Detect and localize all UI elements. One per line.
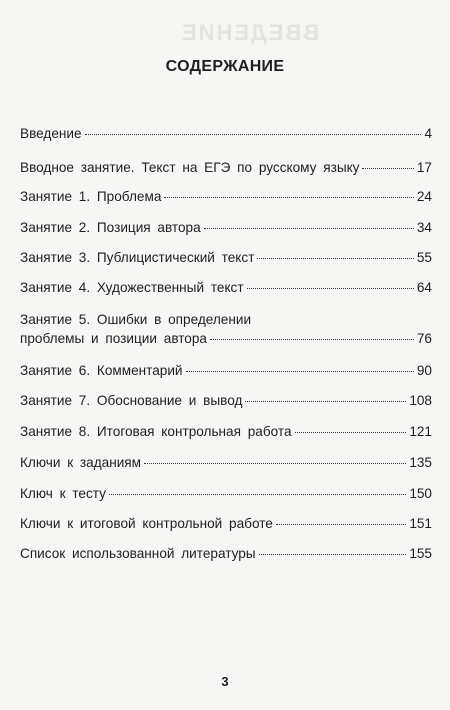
toc-entry-page: 135 [409,455,432,470]
dot-leader [295,432,407,433]
dot-leader [259,554,407,555]
toc-entry[interactable] [20,361,432,380]
toc-entry[interactable] [20,514,432,533]
toc-entry-page: 34 [416,220,432,235]
toc-entry-page: 76 [416,331,432,346]
toc-entry-label: Занятие 4. Художественный текст [20,280,244,295]
dot-leader [186,371,414,372]
toc-entry[interactable] [20,218,432,237]
toc-entry-page: 155 [409,546,432,561]
dot-leader [210,339,414,340]
toc-entry-label: проблемы и позиции автора [20,331,207,346]
bleed-through-header: ВВЕДЕНИЕ [180,20,320,45]
toc-entry[interactable] [20,187,432,206]
dot-leader [164,197,414,198]
dot-leader [109,494,406,495]
toc-entry[interactable] [20,278,432,297]
toc-entry-page: 64 [416,280,432,295]
toc-entry-label: Занятие 2. Позиция автора [20,220,201,235]
toc-entry-label: Занятие 3. Публицистический текст [20,250,255,265]
toc-entry-page: 151 [409,516,432,531]
toc-entry[interactable] [20,248,432,267]
toc-entry[interactable] [20,310,432,348]
toc-entry-page: 90 [416,363,432,378]
toc-entry-page: 108 [409,393,432,408]
dot-leader [362,168,413,169]
toc-entry-page: 24 [416,189,432,204]
toc-entry-label: Введение [20,126,82,141]
toc-entry-label: Занятие 7. Обоснование и вывод [20,393,243,408]
toc-entry-label: Ключи к итоговой контрольной работе [20,516,273,531]
toc-entry-page: 55 [416,250,432,265]
toc-entry[interactable] [20,484,432,503]
toc-entry-label: Занятие 8. Итоговая контрольная работа [20,424,292,439]
toc-entry-page: 4 [424,126,432,141]
dot-leader [276,524,406,525]
dot-leader [204,228,414,229]
dot-leader [85,134,422,135]
toc-entry[interactable] [20,124,432,143]
dot-leader [257,258,413,259]
toc-entry[interactable] [20,422,432,441]
dot-leader [247,288,414,289]
toc-entry[interactable] [20,453,432,472]
toc-entry-label-line1: Занятие 5. Ошибки в определении [20,312,252,327]
toc-entry[interactable] [20,391,432,410]
toc-entry-label: Занятие 6. Комментарий [20,363,183,378]
toc-entry[interactable] [20,158,432,177]
toc-entry-page: 17 [416,160,432,175]
toc-entry-label: Ключ к тесту [20,486,106,501]
page-number: 3 [221,674,229,689]
dot-leader [245,401,406,402]
toc-entry-label: Ключи к заданиям [20,455,142,470]
toc-entry-page: 121 [409,424,432,439]
toc-entry-label: Вводное занятие. Текст на ЕГЭ по русскому языку [20,160,360,175]
toc-entry-label: Список использованной литературы [20,546,256,561]
dot-leader [144,463,406,464]
page-title: СОДЕРЖАНИЕ [165,58,285,75]
toc-entry-page: 150 [409,486,432,501]
toc-entry[interactable] [20,544,432,563]
toc-entry-label: Занятие 1. Проблема [20,189,162,204]
